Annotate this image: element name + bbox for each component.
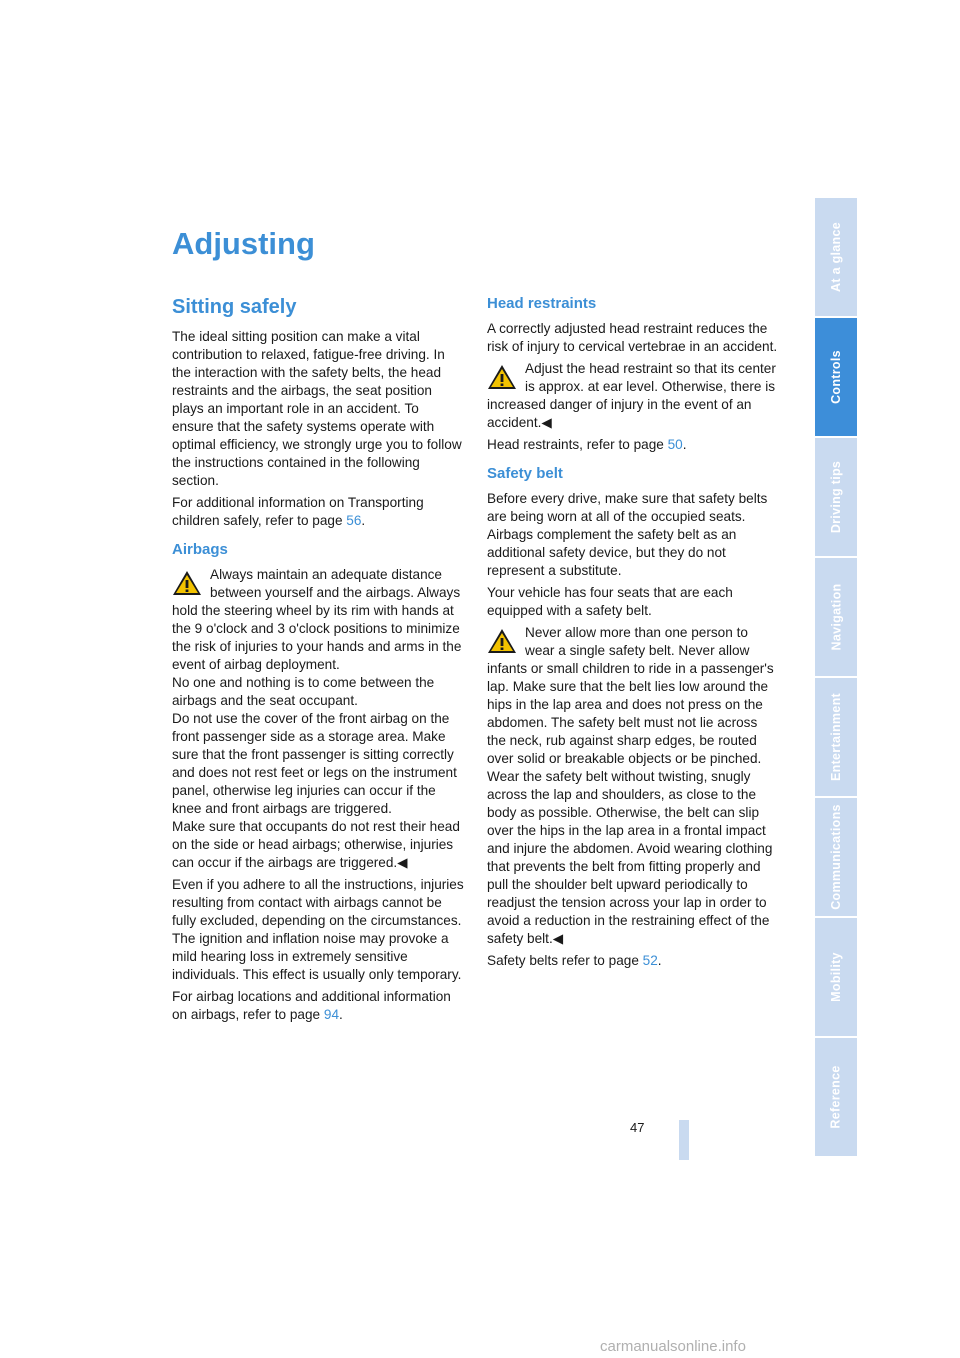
warning-triangle-icon	[487, 364, 517, 390]
tab-at-a-glance[interactable]: At a glance	[815, 198, 857, 316]
tab-reference[interactable]: Reference	[815, 1038, 857, 1156]
chapter-tabs	[815, 198, 857, 1160]
paragraph: Safety belts refer to page 52.	[487, 953, 662, 968]
paragraph: For additional information on Transporting children safely, refer to page 56.	[172, 495, 424, 528]
warning-text: Do not use the cover of the front airbag on the front passenger side as a storage area. Make sure that the front passenger is sitting correctly and does not rest feet or legs on the instrument panel, otherwise leg injuries can occur if the knee and front airbags are triggered.	[172, 711, 457, 816]
warning-text: Adjust the head restraint so that its center is approx. at ear level. Otherwise, there is increased danger of injury in the event of an accident.◀	[487, 361, 776, 430]
tab-mobility[interactable]: Mobility	[815, 918, 857, 1036]
paragraph: Before every drive, make sure that safety belts are being worn at all of the occupied seats. Airbags complement the safety belt as an additional safety device, but they do not represent a substitute.	[487, 491, 768, 578]
tab-communications[interactable]: Communications	[815, 798, 857, 916]
page-number: 47	[630, 1120, 645, 1135]
page-link[interactable]: 94	[323, 1007, 340, 1022]
watermark: carmanualsonline.info	[600, 1338, 746, 1355]
section-heading-sitting-safely: Sitting safely	[172, 296, 297, 318]
paragraph: Head restraints, refer to page 50.	[487, 437, 687, 452]
right-column	[487, 294, 779, 974]
paragraph: A correctly adjusted head restraint reduces the risk of injury to cervical vertebrae in an accident.	[487, 321, 778, 354]
paragraph: The ideal sitting position can make a vital contribution to relaxed, fatigue-free driving. In the interaction with the safety belts, the head restraints and the airbags, the seat position plays an important role in an accident. To ensure that the safety systems operate with optimal efficiency, we strongly urge you to follow the instructions contained in the following section.	[172, 329, 462, 488]
page-link[interactable]: 52	[642, 953, 658, 968]
tab-entertainment[interactable]: Entertainment	[815, 678, 857, 796]
warning-text: No one and nothing is to come between the airbags and the seat occupant.	[172, 675, 435, 708]
page-link[interactable]: 56	[346, 513, 362, 528]
left-column	[172, 294, 464, 1028]
page-title: Adjusting	[172, 226, 315, 261]
page-link[interactable]: 50	[667, 437, 683, 452]
warning-block	[487, 624, 779, 948]
paragraph: For airbag locations and additional information on airbags, refer to page 94.	[172, 989, 451, 1022]
warning-text: Make sure that occupants do not rest their head on the side or head airbags; otherwise, injuries can occur if the airbags are triggered.◀	[172, 819, 460, 870]
subheading-airbags: Airbags	[172, 541, 228, 558]
warning-triangle-icon	[172, 570, 202, 596]
paragraph: Even if you adhere to all the instructions, injuries resulting from contact with airbags cannot be fully excluded, depending on the circumstances. The ignition and inflation noise may provoke a mild hearing loss in extremely sensitive individuals. This effect is usually only temporary.	[172, 877, 464, 982]
subheading-safety-belt: Safety belt	[487, 465, 563, 482]
tab-driving-tips[interactable]: Driving tips	[815, 438, 857, 556]
warning-block	[172, 566, 464, 872]
subheading-head-restraints: Head restraints	[487, 295, 597, 312]
warning-text: Always maintain an adequate distance between yourself and the airbags. Always hold the steering wheel by its rim with hands at the 9 o'clock and 3 o'clock positions to minimize the risk of injuries to your hands and arms in the event of airbag deployment.	[172, 567, 462, 672]
warning-text: Never allow more than one person to wear a single safety belt. Never allow infants or small children to ride in a passenger's lap. Make sure that the belt lies low around the hips in the lap area and does not press on the abdomen. The safety belt must not lie across the neck, rub against sharp edges, be routed over solid or breakable objects or be pinched. Wear the safety belt without twisting, snugly across the lap and shoulders, as close to the body as possible. Otherwise, the belt can slip over the hips in the lap area in a frontal impact and injure the abdomen. Avoid wearing clothing that prevents the belt from fitting properly and pull the shoulder belt upward periodically to readjust the tension across your lap in order to avoid a reduction in the restraining effect of the safety belt.◀	[487, 625, 774, 946]
tab-controls[interactable]: Controls	[815, 318, 857, 436]
warning-triangle-icon	[487, 628, 517, 654]
page-number-bar	[679, 1120, 689, 1160]
tab-navigation[interactable]: Navigation	[815, 558, 857, 676]
warning-block	[487, 360, 779, 432]
paragraph: Your vehicle has four seats that are each equipped with a safety belt.	[487, 585, 733, 618]
